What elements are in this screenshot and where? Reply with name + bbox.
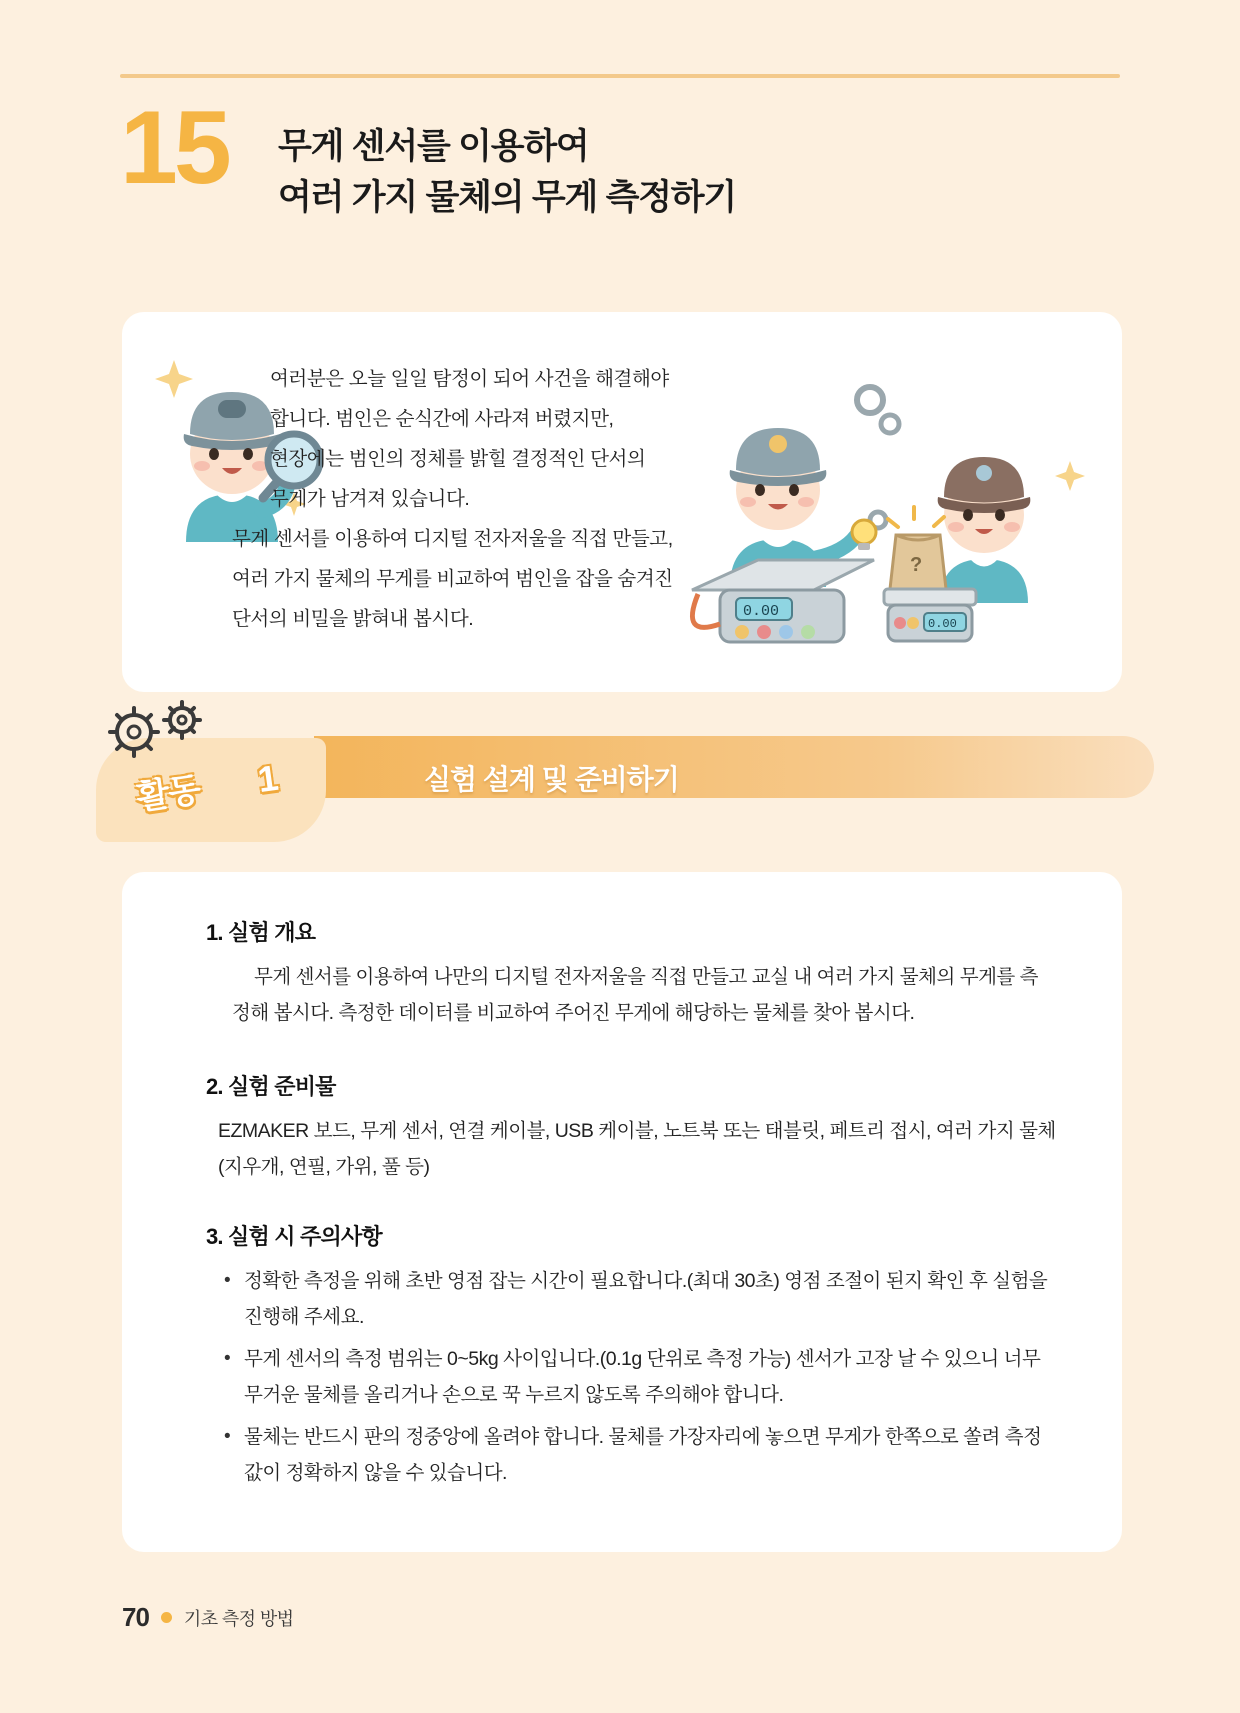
intro-line-1: 여러분은 오늘 일일 탐정이 되어 사건을 해결해야 [270,368,669,390]
footer-section-label: 기초 측정 방법 [183,1608,294,1629]
list-item: • 무게 센서의 측정 범위는 0~5kg 사이입니다.(0.1g 단위로 측정 가능) 센서가 고장 날 수 있으니 너무 무거운 물체를 올리거나 손으로 꾹 누르지 않도록 주의해야 합니다. [206,1341,1056,1413]
intro-card [122,312,1122,692]
intro-line-5: 무게 센서를 이용하여 디지털 전자저울을 직접 만들고, [232,527,673,550]
footer-dot-icon [161,1612,172,1623]
section-cautions-heading: 3. 실험 시 주의사항 [206,1224,382,1249]
title-line-1: 무게 센서를 이용하여 [278,127,589,166]
svg-text:0.00: 0.00 [743,603,780,620]
section-materials-body: EZMAKER 보드, 무게 센서, 연결 케이블, USB 케이블, 노트북 또는 태블릿, 페트리 접시, 여러 가지 물체(지우개, 연필, 가위, 풀 등) [218,1120,1056,1179]
section-overview-heading: 1. 실험 개요 [206,920,316,945]
title-line-2: 여러 가지 물체의 무게 측정하기 [278,177,737,217]
activity-banner-bar [314,736,1154,798]
intro-line-2: 합니다. 범인은 순식간에 사라져 버렸지만, [270,407,614,430]
section-materials-heading: 2. 실험 준비물 [206,1074,336,1099]
page-title [278,122,736,224]
section-materials [206,1070,1056,1185]
activity-label: 활동 [134,770,203,818]
section-cautions-list [206,1263,1056,1491]
student-building-scale-illustration [682,372,912,662]
student-with-evidence-bag-illustration [882,407,1092,667]
section-overview [206,916,1056,1031]
page-footer [122,1602,293,1633]
activity-banner-title: 실험 설계 및 준비하기 [424,764,679,795]
intro-line-6: 여러 가지 물체의 무게를 비교하여 범인을 잡을 숨겨진 [232,567,673,590]
list-item: • 정확한 측정을 위해 초반 영점 잡는 시간이 필요합니다.(최대 30초) 영점 조절이 된지 확인 후 실험을 진행해 주세요. [206,1263,1056,1335]
content-card [122,872,1122,1552]
section-cautions [206,1220,1056,1497]
list-item: • 물체는 반드시 판의 정중앙에 올려야 합니다. 물체를 가장자리에 놓으면 무게가 한쪽으로 쏠려 측정값이 정확하지 않을 수 있습니다. [206,1419,1056,1491]
activity-banner [96,728,1156,848]
intro-line-3: 현장에는 범인의 정체를 밝힐 결정적인 단서의 [270,447,646,470]
activity-number: 1 [255,756,281,801]
svg-text:0.00: 0.00 [928,617,957,631]
section-overview-body: 무게 센서를 이용하여 나만의 디지털 전자저울을 직접 만들고 교실 내 여러 가지 물체의 무게를 측정해 봅시다. 측정한 데이터를 비교하여 주어진 무게에 해당하는 물체를 찾아 봅시다. [232,966,1038,1025]
chapter-number: 15 [120,90,228,206]
gears-icon [104,696,214,768]
page-title-block [120,90,1080,250]
top-divider [120,74,1120,78]
bag-question-mark: ? [910,554,923,576]
intro-line-7: 단서의 비밀을 밝혀내 봅시다. [232,607,474,630]
page-number: 70 [122,1602,149,1632]
intro-line-4: 무게가 남겨져 있습니다. [270,487,470,510]
